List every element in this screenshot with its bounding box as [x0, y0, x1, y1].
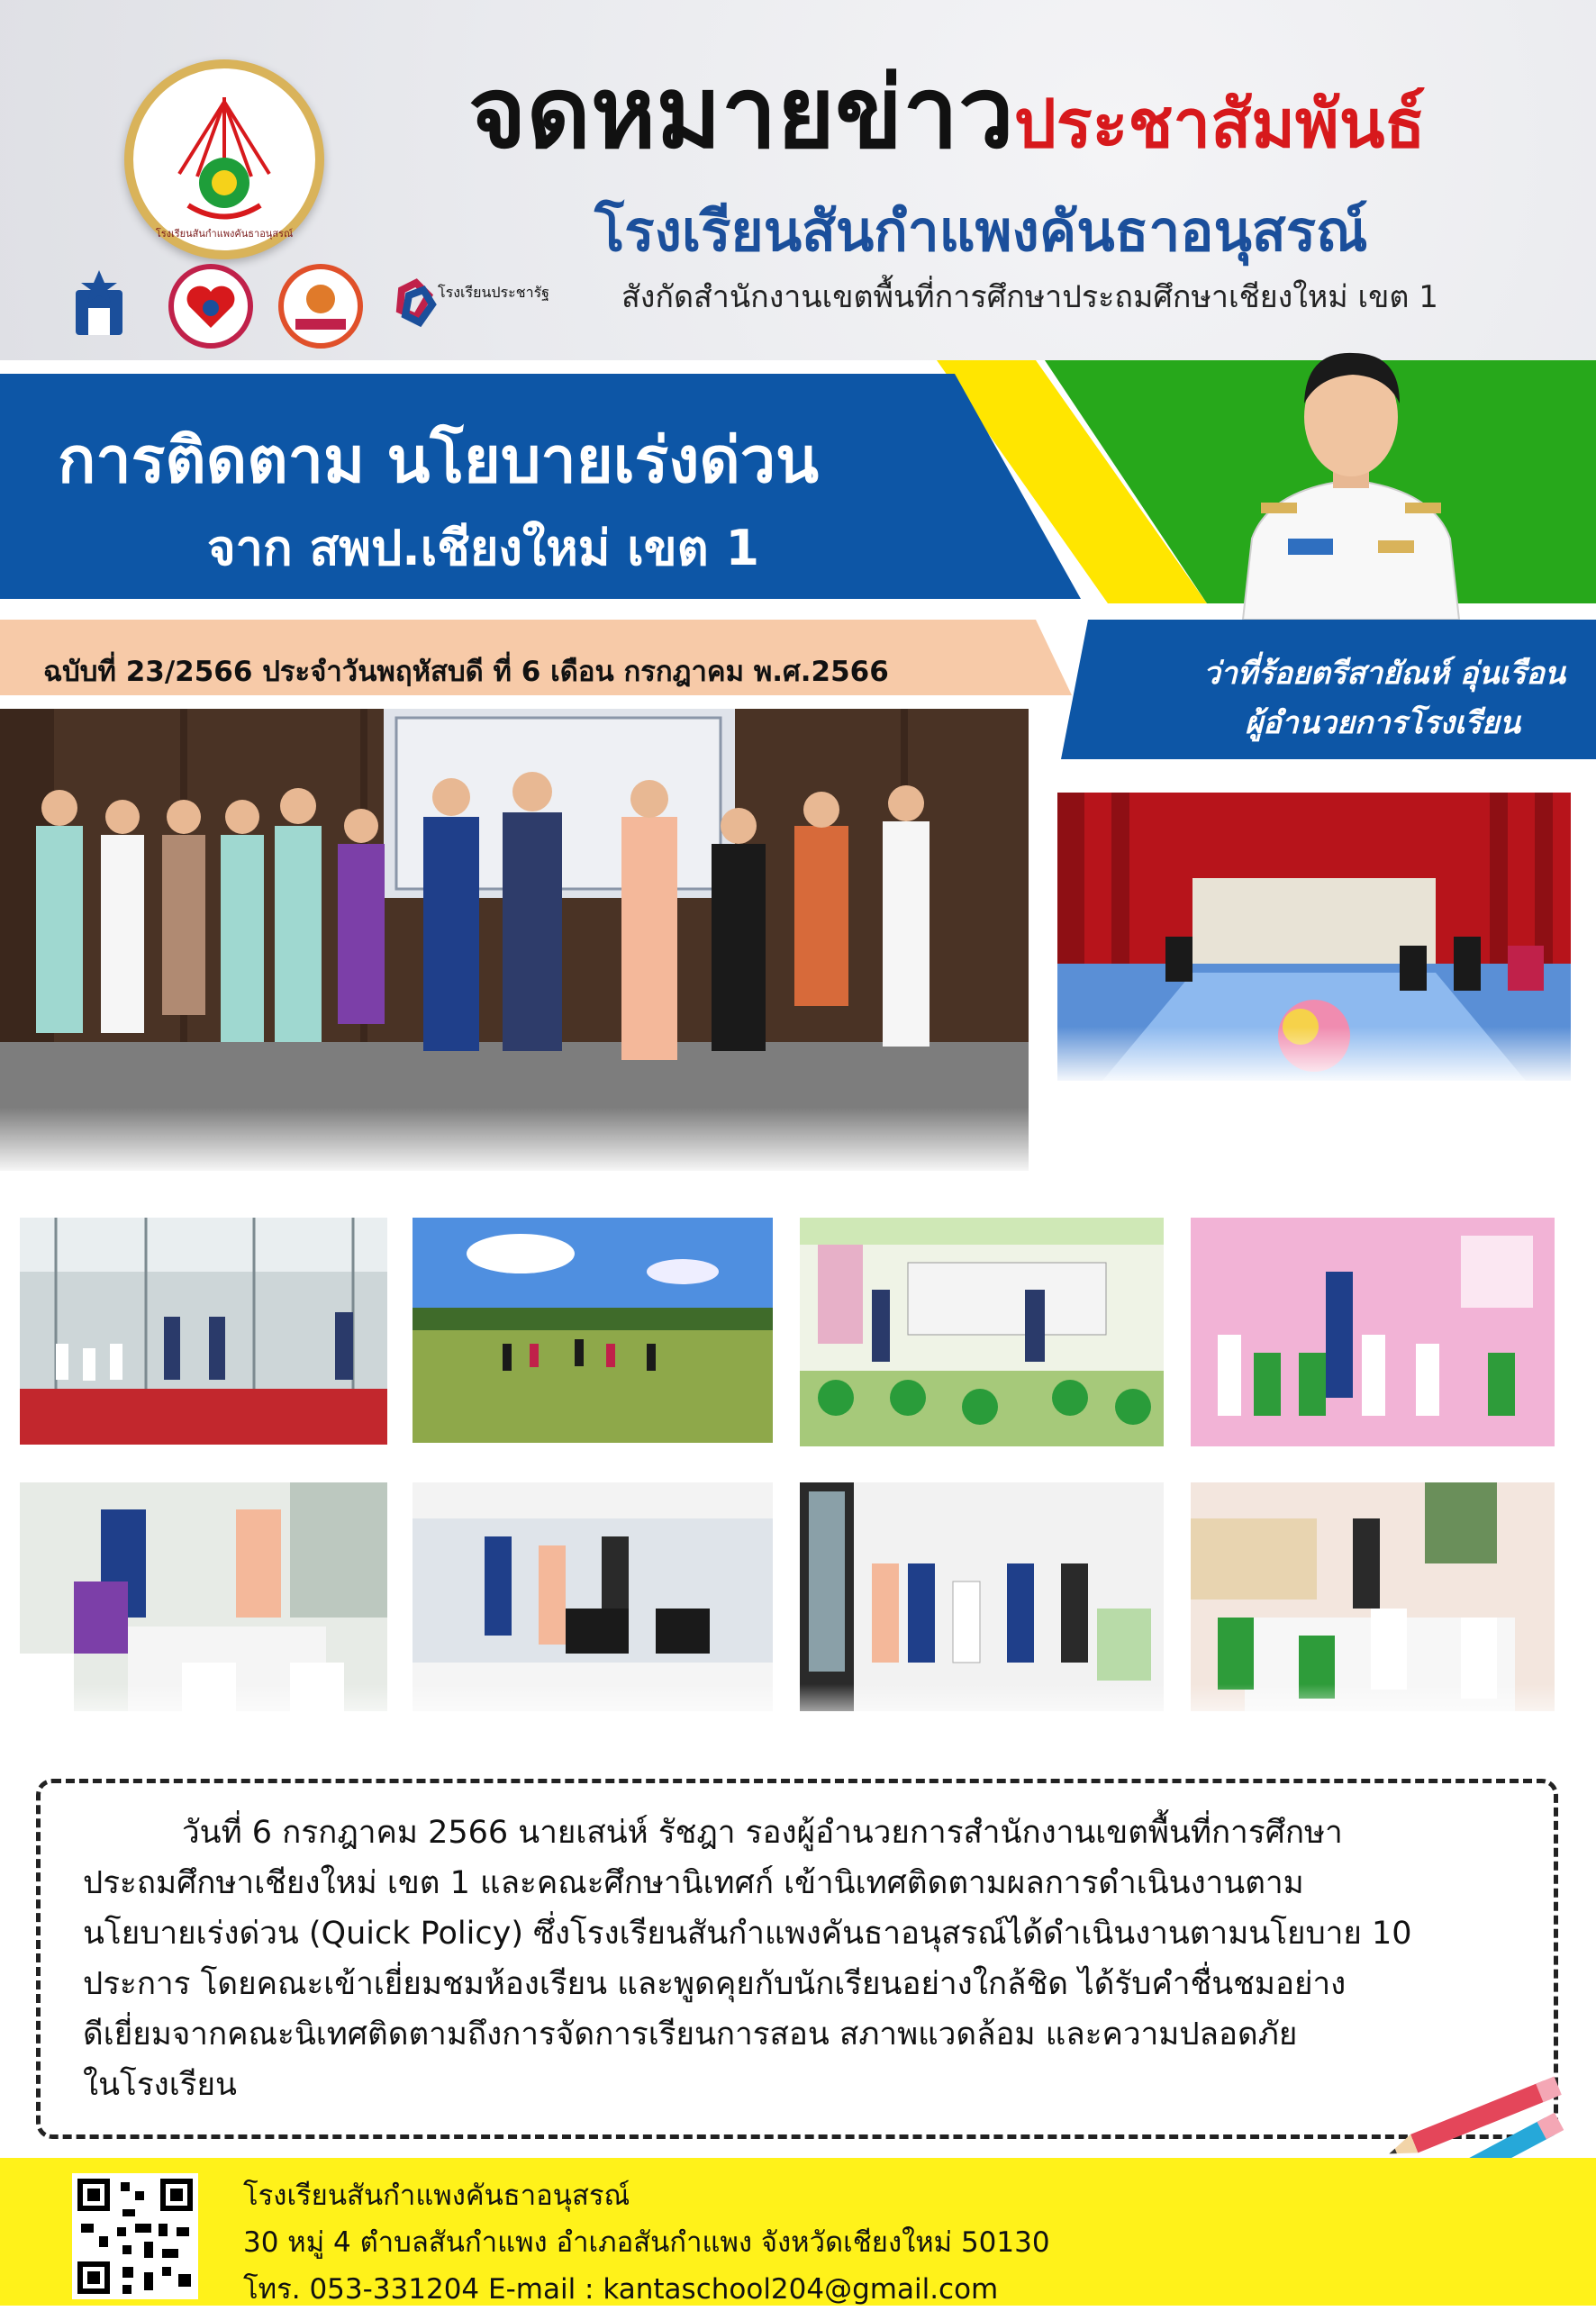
- banner-headline: การติดตาม นโยบายเร่งด่วน: [58, 423, 820, 497]
- photo-fade: [0, 1108, 1029, 1171]
- footer-contact: โทร. 053-331204 E-mail : kantaschool204@gmail.com: [243, 2273, 999, 2306]
- student-activity-photo: [1191, 1482, 1555, 1711]
- office-logo: [277, 263, 364, 349]
- art-class-photo: [20, 1482, 387, 1711]
- article-line: วันที่ 6 กรกฎาคม 2566 นายเสน่ห์ รัชฎา รองผู้อำนวยการสำนักงานเขตพื้นที่การศึกษา: [182, 1815, 1343, 1851]
- article-line: นโยบายเร่งด่วน (Quick Policy) ซึ่งโรงเรียนสันกำแพงคันธาอนุสรณ์ได้ดำเนินงานตามนโยบาย 10: [83, 1916, 1412, 1952]
- footer-address: 30 หมู่ 4 ตำบลสันกำแพง อำเภอสันกำแพง จังหวัดเชียงใหม่ 50130: [243, 2226, 1050, 2259]
- article-paragraph: [83, 1808, 1524, 2110]
- heart-logo: [168, 263, 254, 349]
- qr-code[interactable]: [72, 2173, 198, 2299]
- obec-logo: [56, 263, 142, 349]
- article-line: ในโรงเรียน: [83, 2067, 237, 2103]
- pracharat-logo: [376, 263, 549, 349]
- article-line: ประการ โดยคณะเข้าเยี่ยมชมห้องเรียน และพูดคุยกับนักเรียนอย่างใกล้ชิด ได้รับคำชื่นชมอย่าง: [83, 1966, 1347, 2002]
- group-photo: [0, 709, 1029, 1171]
- photo-fade: [1057, 1027, 1571, 1081]
- school-logo: [124, 59, 324, 259]
- newsletter-title: [468, 55, 1426, 170]
- newsletter-title-accent: ประชาสัมพันธ์: [1013, 86, 1426, 163]
- classroom-photo-1: [800, 1218, 1164, 1446]
- library-photo: [800, 1482, 1164, 1711]
- school-name: โรงเรียนสันกำแพงคันธาอนุสรณ์: [594, 198, 1368, 264]
- photo-fade: [0, 1684, 1596, 1729]
- logo-caption: โรงเรียนสันกำแพงคันธาอนุสรณ์: [155, 228, 294, 240]
- director-title: ผู้อำนวยการโรงเรียน: [1245, 705, 1520, 741]
- field-photo: [413, 1218, 773, 1443]
- banner-subheadline: จาก สพป.เชียงใหม่ เขต 1: [207, 520, 760, 576]
- footer-school-name: โรงเรียนสันกำแพงคันธาอนุสรณ์: [243, 2180, 630, 2212]
- classroom-photo-2: [1191, 1218, 1555, 1446]
- computer-lab-photo: [413, 1482, 773, 1711]
- affiliation: สังกัดสำนักงานเขตพื้นที่การศึกษาประถมศึกษาเชียงใหม่ เขต 1: [621, 279, 1438, 315]
- pracharat-logo-text: โรงเรียนประชารัฐ: [438, 284, 549, 301]
- director-name: ว่าที่ร้อยตรีสายัณห์ อุ่นเรือน: [1202, 656, 1565, 692]
- director-portrait: [1234, 331, 1468, 620]
- gym-photo: [20, 1218, 387, 1445]
- article-line: ประถมศึกษาเชียงใหม่ เขต 1 และคณะศึกษานิเทศก์ เข้านิเทศติดตามผลการดำเนินงานตาม: [83, 1865, 1304, 1901]
- issue-date: ฉบับที่ 23/2566 ประจำวันพฤหัสบดี ที่ 6 เดือน กรกฎาคม พ.ศ.2566: [43, 656, 889, 688]
- newsletter-title-main: จดหมายข่าว: [468, 55, 1014, 170]
- article-line: ดีเยี่ยมจากคณะนิเทศติดตามถึงการจัดการเรียนการสอน สภาพแวดล้อม และความปลอดภัย: [83, 2016, 1298, 2053]
